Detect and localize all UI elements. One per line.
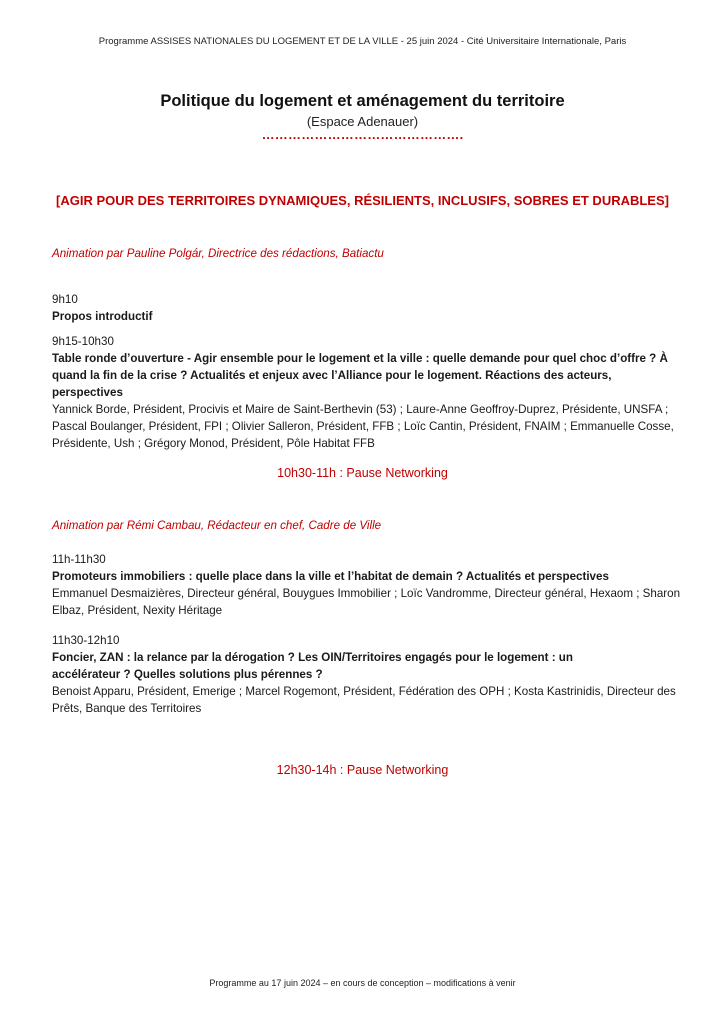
session-speakers: Yannick Borde, Président, Procivis et Maire de Saint-Berthevin (53) ; Laure-Anne Geoffroy-Duprez, Présidente, UNSFA ; Pascal Boulanger, Président, FPI ; Olivier Salleron, Président, FFB ; Loïc Cantin, Président, FNAIM ; Emmanuelle Cosse, Présidente, Ush ; Grégory Monod, Président, Pôle Habitat FFB <box>52 403 674 450</box>
session-promoteurs <box>52 551 682 619</box>
moderator-section-1 <box>52 245 682 262</box>
pause-networking-2: 12h30-14h : Pause Networking <box>276 763 449 777</box>
moderator-text: Animation par Pauline Polgár, Directrice des rédactions, Batiactu <box>52 247 384 260</box>
session-speakers: Benoist Apparu, Président, Emerige ; Marcel Rogemont, Président, Fédération des OPH ; Kosta Kastrinidis, Directeur des Prêts, Banque des Territoires <box>52 685 676 715</box>
moderator-text: Animation par Rémi Cambau, Rédacteur en chef, Cadre de Ville <box>52 519 382 532</box>
page-title: Politique du logement et aménagement du territoire <box>160 92 565 110</box>
theme-heading: [AGIR POUR DES TERRITOIRES DYNAMIQUES, RÉSILIENTS, INCLUSIFS, SOBRES ET DURABLES] <box>56 193 669 208</box>
session-title-line-2: accélérateur ? Quelles solutions plus pérennes ? <box>52 668 323 681</box>
session-time: 11h-11h30 <box>52 553 106 566</box>
session-title-line-1: Foncier, ZAN : la relance par la dérogation ? Les OIN/Territoires engagés pour le logement : un <box>52 651 573 664</box>
session-time: 9h10 <box>52 293 78 306</box>
pause-networking-1: 10h30-11h : Pause Networking <box>277 466 448 480</box>
session-round-table <box>52 333 682 452</box>
title-block <box>0 92 725 142</box>
session-time: 9h15-10h30 <box>52 335 114 348</box>
session-foncier <box>52 632 682 717</box>
dotted-separator: ………………………………………. <box>261 127 464 142</box>
room-subtitle: (Espace Adenauer) <box>306 114 419 129</box>
moderator-section-2 <box>52 517 682 534</box>
session-time: 11h30-12h10 <box>52 634 120 647</box>
page-footer: Programme au 17 juin 2024 – en cours de conception – modifications à venir <box>209 978 516 988</box>
session-intro <box>52 291 682 325</box>
session-title: Propos introductif <box>52 310 153 323</box>
session-speakers: Emmanuel Desmaizières, Directeur général, Bouygues Immobilier ; Loïc Vandromme, Directeur général, Hexaom ; Sharon Elbaz, Président, Nexity Héritage <box>52 587 681 617</box>
page-header: Programme ASSISES NATIONALES DU LOGEMENT ET DE LA VILLE - 25 juin 2024 - Cité Universitaire Internationale, Paris <box>98 36 627 47</box>
session-title: Promoteurs immobiliers : quelle place dans la ville et l’habitat de demain ? Actualités et perspectives <box>52 570 609 583</box>
session-title: Table ronde d’ouverture - Agir ensemble pour le logement et la ville : quelle demande pour quel choc d’offre ? À quand la fin de la crise ? Actualités et enjeux avec l’Alliance pour le logement. Réactions des acteurs, perspectives <box>52 352 668 399</box>
